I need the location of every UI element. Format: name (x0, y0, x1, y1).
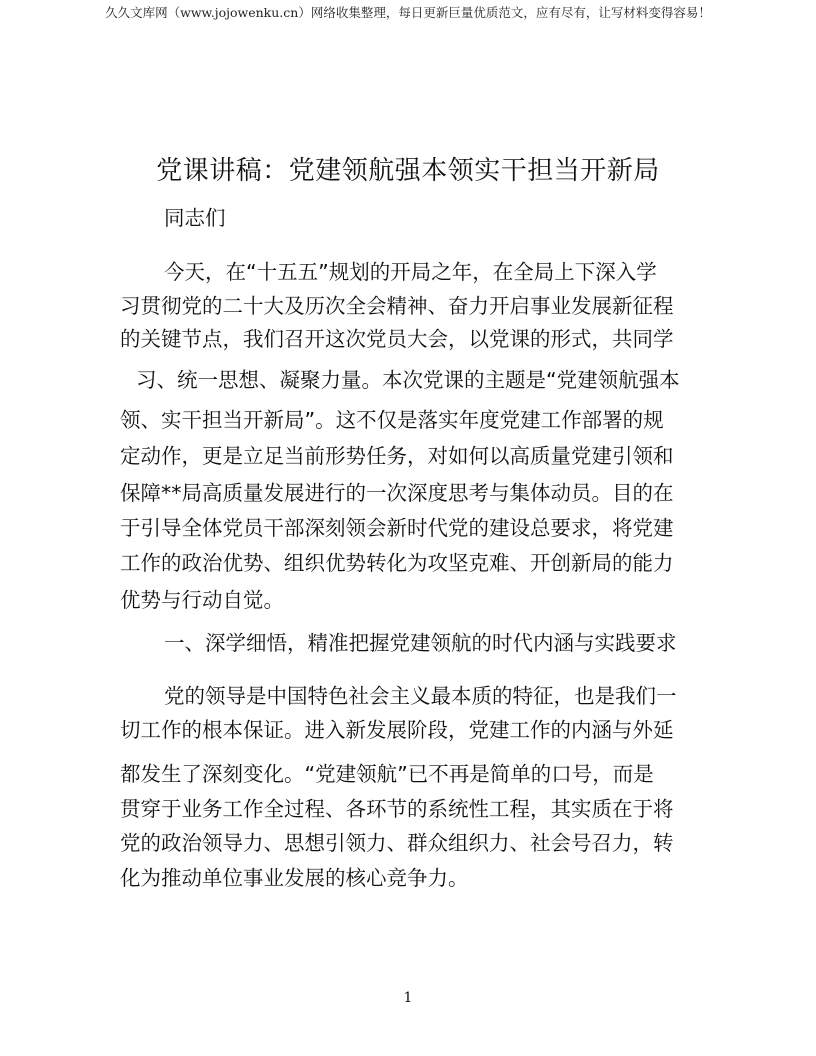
paragraph-line: 的关键节点，我们召开这次党员大会，以党课的形式，共同学 (120, 327, 674, 351)
page-number: 1 (403, 990, 413, 1006)
paragraph-line: 切工作的根本保证。进入新发展阶段，党建工作的内涵与外延 (120, 718, 674, 742)
paragraph-line: 党的政治领导力、思想引领力、群众组织力、社会号召力，转 (120, 831, 674, 855)
paragraph-line: 党的领导是中国特色社会主义最本质的特征，也是我们一 (164, 684, 677, 708)
salutation: 同志们 (164, 206, 226, 230)
paragraph-line: 习、统一思想、凝聚力量。本次党课的主题是“党建领航强本 (136, 368, 680, 392)
section-1-heading: 一、深学细悟，精准把握党建领航的时代内涵与实践要求 (164, 631, 677, 655)
paragraph-line: 工作的政治优势、组织优势转化为攻坚克难、开创新局的能力 (120, 551, 674, 575)
paragraph-line: 领、实干担当开新局”。这不仅是落实年度党建工作部署的规 (120, 408, 664, 432)
paragraph-line: 习贯彻党的二十大及历次全会精神、奋力开启事业发展新征程 (120, 294, 674, 318)
paragraph-line: 保障**局高质量发展进行的一次深度思考与集体动员。目的在 (120, 481, 674, 505)
document-title: 党课讲稿：党建领航强本领实干担当开新局 (156, 156, 660, 186)
paragraph-line: 化为推动单位事业发展的核心竞争力。 (120, 866, 469, 890)
paragraph-line: 优势与行动自觉。 (120, 588, 284, 612)
paragraph-line: 今天，在“十五五”规划的开局之年，在全局上下深入学 (164, 260, 657, 284)
paragraph-line: 于引导全体党员干部深刻领会新时代党的建设总要求，将党建 (120, 516, 674, 540)
header-watermark: 久久文库网（www.jojowenku.cn）网络收集整理，每日更新巨量优质范文，应有尽有，让写材料变得容易！ (105, 5, 711, 20)
paragraph-line: 贯穿于业务工作全过程、各环节的系统性工程，其实质在于将 (120, 797, 674, 821)
paragraph-line: 都发生了深刻变化。“党建领航”已不再是简单的口号，而是 (120, 762, 654, 786)
paragraph-line: 定动作，更是立足当前形势任务，对如何以高质量党建引领和 (120, 444, 674, 468)
